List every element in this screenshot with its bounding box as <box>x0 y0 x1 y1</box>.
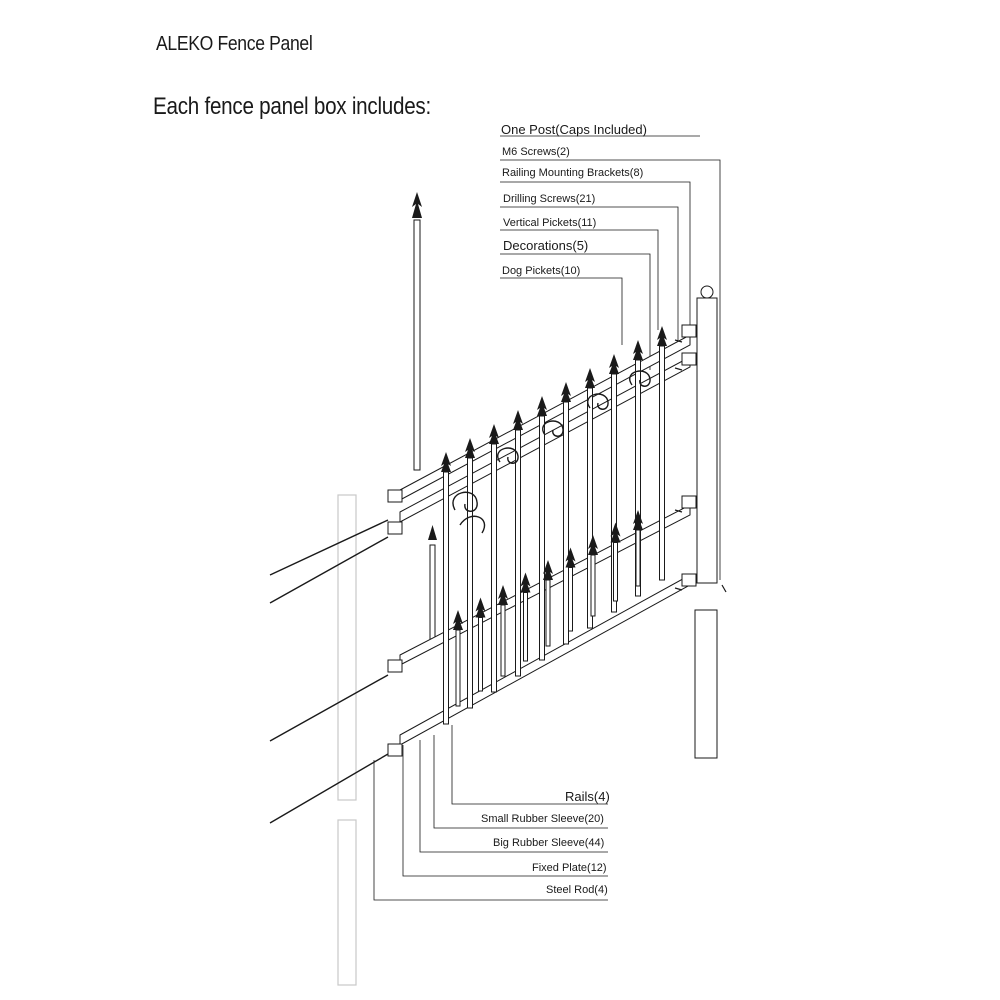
diagram-subtitle: Each fence panel box includes: <box>153 93 431 120</box>
dog-picket <box>614 543 618 602</box>
dog-picket <box>591 555 595 616</box>
left-brackets <box>388 490 402 756</box>
label-steel-rod: Steel Rod(4) <box>546 884 608 896</box>
steel-rod-4 <box>270 754 388 823</box>
steel-rods <box>270 520 388 823</box>
dog-picket <box>524 593 528 662</box>
label-decorations: Decorations(5) <box>503 238 589 253</box>
diagram-title: ALEKO Fence Panel <box>156 33 313 55</box>
vertical-picket <box>660 346 665 580</box>
post-cap <box>701 286 713 298</box>
label-big-rubber-sleeve: Big Rubber Sleeve(44) <box>493 837 605 849</box>
leader-steel-rod <box>374 760 608 900</box>
label-mounting-brackets: Railing Mounting Brackets(8) <box>502 167 644 179</box>
vertical-picket <box>516 430 521 676</box>
m6-screw <box>722 585 726 592</box>
leader-big-rubber-sleeve <box>420 740 608 852</box>
label-drilling-screws: Drilling Screws(21) <box>503 193 596 205</box>
ghost-post-lower <box>338 820 356 985</box>
dog-picket <box>456 630 460 706</box>
label-fixed-plate: Fixed Plate(12) <box>532 862 607 874</box>
vertical-picket <box>444 472 449 724</box>
bottom-leader-lines <box>374 725 608 900</box>
loose-picket <box>412 192 422 470</box>
ghost-post-upper <box>338 495 356 800</box>
label-dog-pickets: Dog Pickets(10) <box>502 265 581 277</box>
post-base <box>695 610 717 758</box>
bracket-left-3 <box>388 660 402 672</box>
vertical-picket <box>492 444 497 692</box>
label-small-rubber-sleeve: Small Rubber Sleeve(20) <box>481 813 604 825</box>
steel-rod-3 <box>270 675 388 741</box>
label-m6-screws: M6 Screws(2) <box>502 146 570 158</box>
bracket-left-1 <box>388 490 402 502</box>
dog-picket <box>501 605 505 676</box>
ghost-posts <box>338 495 356 985</box>
leader-drilling-screws <box>500 207 678 345</box>
leader-rails <box>452 725 608 804</box>
label-vertical-pickets: Vertical Pickets(11) <box>503 217 597 229</box>
main-post <box>695 286 717 758</box>
dog-picket <box>636 530 640 586</box>
dog-picket <box>479 618 483 692</box>
label-post: One Post(Caps Included) <box>501 122 647 137</box>
bracket-right-1 <box>682 325 696 337</box>
leader-dog-pickets <box>500 278 622 345</box>
dog-picket <box>546 580 550 646</box>
decoration-1 <box>453 492 477 511</box>
vertical-picket <box>540 416 545 660</box>
vertical-pickets <box>441 326 667 724</box>
leader-decorations <box>500 254 650 370</box>
label-rails: Rails(4) <box>565 789 610 804</box>
loose-dog-picket <box>428 525 437 640</box>
bracket-left-4 <box>388 744 402 756</box>
bracket-left-2 <box>388 522 402 534</box>
dog-picket <box>569 568 573 632</box>
vertical-picket <box>468 458 473 708</box>
bracket-right-2 <box>682 353 696 365</box>
leader-vertical-pickets <box>500 230 658 330</box>
right-brackets <box>682 325 696 586</box>
vertical-picket <box>564 402 569 644</box>
bracket-right-4 <box>682 574 696 586</box>
leader-small-rubber-sleeve <box>434 735 608 828</box>
bracket-right-3 <box>682 496 696 508</box>
leader-mounting-brackets <box>500 182 690 330</box>
